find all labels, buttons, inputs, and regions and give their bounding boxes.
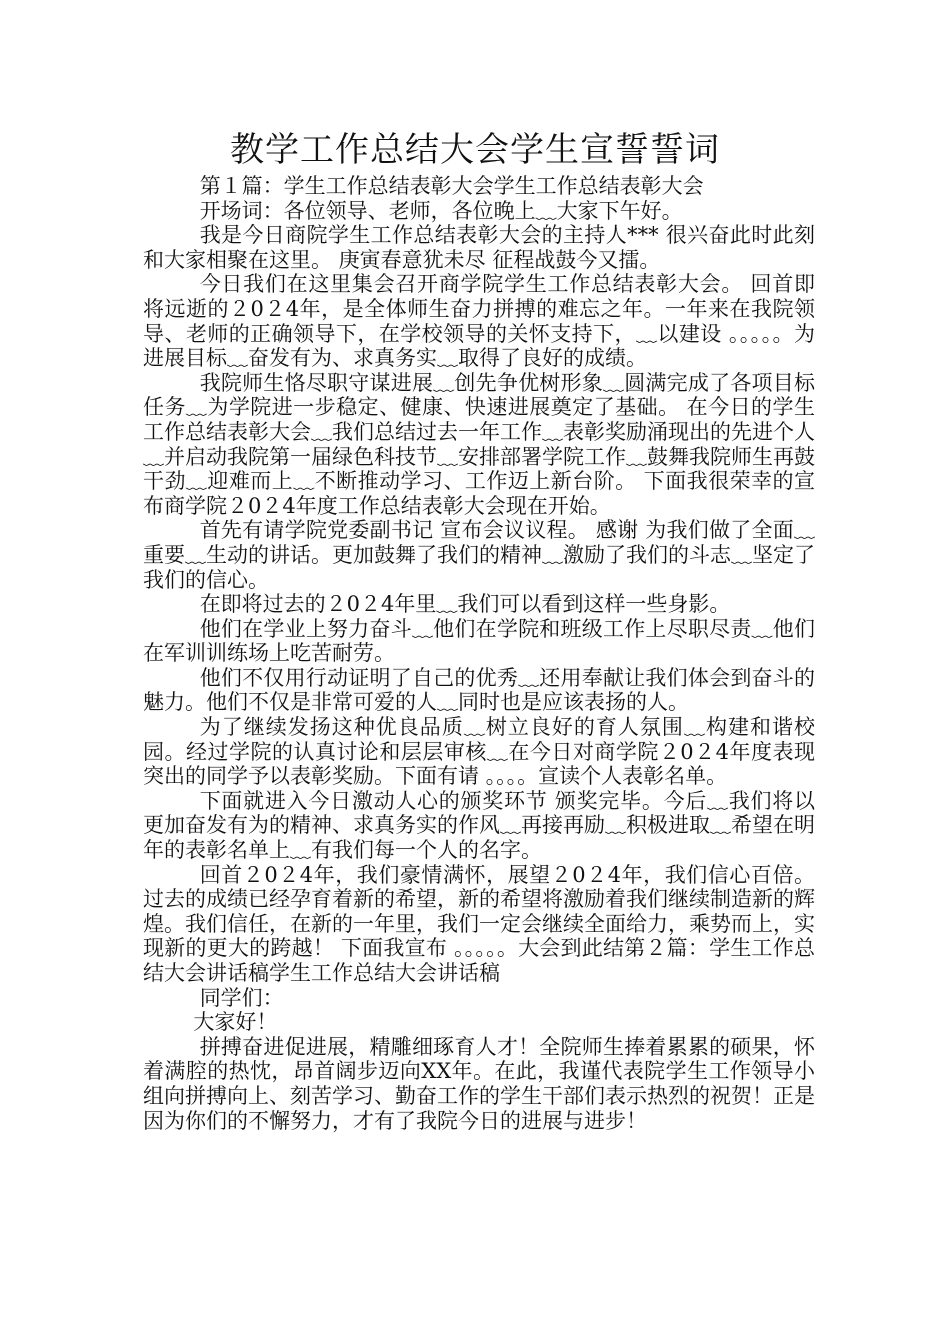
paragraph: 他们不仅用行动证明了自己的优秀﹏还用奉献让我们体会到奋斗的魅力。他们不仅是非常可爱的人﹏同时也是应该表扬的人。 [143,665,815,715]
paragraph: 我院师生恪尽职守谋进展﹏创先争优树形象﹏圆满完成了各项目标任务﹏为学院进一步稳定、健康、快速进展奠定了基础。 在今日的学生工作总结表彰大会﹏我们总结过去一年工作﹏表彰奖励涌现出的先进个人﹏并启动我院第一届绿色科技节﹏安排部署学院工作﹏鼓舞我院师生再鼓干劲﹏迎难而上﹏不断推动学习、工作迈上新台阶。 下面我很荣幸的宣布商学院２0２4年度工作总结表彰大会现在开始。 [143,370,815,518]
paragraph: 开场词：各位领导、老师，各位晚上﹏大家下午好。 [199,198,683,223]
paragraph: 为了继续发扬这种优良品质﹏树立良好的育人氛围﹏构建和谐校园。经过学院的认真讨论和层层审核﹏在今日对商学院２0２4年度表现突出的同学予以表彰奖励。下面有请 。。。。宣读个人表彰名单。 [143,715,815,789]
paragraph: 在即将过去的２0２4年里﹏我们可以看到这样一些身影。 [199,592,731,617]
document-title: 教学工作总结大会学生宣誓誓词 [230,130,720,170]
paragraph: 今日我们在这里集会召开商学院学生工作总结表彰大会。 回首即将远逝的２0２4年，是全体师生奋力拼搏的难忘之年。一年来在我院领导、老师的正确领导下，在学校领导的关怀支持下，﹏以建设 。。。。。为进展目标﹏奋发有为、求真务实﹏取得了良好的成绩。 [143,272,815,371]
paragraph: 他们在学业上努力奋斗﹏他们在学院和班级工作上尽职尽责﹏他们在军训训练场上吃苦耐劳。 [143,616,815,666]
paragraph: 我是今日商院学生工作总结表彰大会的主持人*** 很兴奋此时此刻和大家相聚在这里。 庚寅春意犹未尽 征程战鼓今又擂。 [143,223,815,272]
paragraph: 拼搏奋进促进展，精雕细琢育人才！全院师生捧着累累的硕果，怀着满腔的热忱，昂首阔步迈向XX年。在此，我谨代表院学生工作领导小组向拼搏向上、刻苦学习、勤奋工作的学生干部们表示热烈的祝贺！正是因为你们的不懈努力，才有了我院今日的进展与进步！ [143,1034,815,1133]
salutation: 同学们： [199,985,284,1010]
paragraph: 回首２0２4年，我们豪情满怀，展望２0２4年，我们信心百倍。过去的成绩已经孕育着新的希望，新的希望将激励着我们继续制造新的辉煌。我们信任，在新的一年里，我们一定会继续全面给力，乘势而上，实现新的更大的跨越！ 下面我宣布 。。。。。大会到此结第２篇：学生工作总结大会讲话稿学生工作总结大会讲话稿 [143,862,815,985]
paragraph: 首先有请学院党委副书记 宣布会议议程。 感谢 为我们做了全面﹏重要﹏生动的讲话。更加鼓舞了我们的精神﹏激励了我们的斗志﹏坚定了我们的信心。 [143,518,815,592]
greeting: 大家好！ [193,1010,278,1035]
section-heading: 第１篇：学生工作总结表彰大会学生工作总结表彰大会 [199,174,704,198]
document-body [143,174,815,1133]
paragraph: 下面就进入今日激动人心的颁奖环节 颁奖完毕。今后﹏我们将以更加奋发有为的精神、求真务实的作风﹏再接再励﹏积极进取﹏希望在明年的表彰名单上﹏有我们每一个人的名字。 [143,788,815,863]
